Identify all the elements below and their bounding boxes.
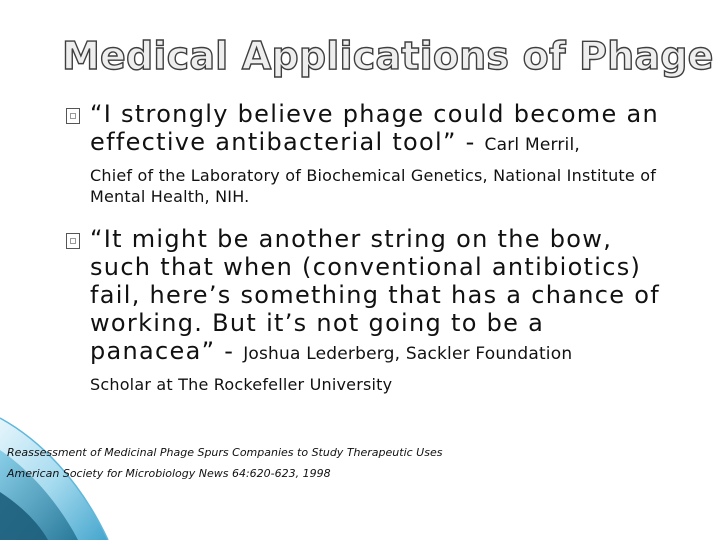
box-bullet-icon [66, 233, 80, 249]
attribution-affiliation: Scholar at The Rockefeller University [90, 375, 393, 394]
reference-title: Reassessment of Medicinal Phage Spurs Companies to Study Therapeutic Uses [7, 446, 443, 459]
bullet-quote [90, 225, 666, 368]
quote-text: “I strongly believe phage could become an effective antibacterial tool” - [90, 100, 659, 156]
attribution-name: Carl Merril, [484, 135, 581, 155]
slide-title: Medical Applications of Phage [62, 34, 714, 78]
attribution-affiliation: Chief of the Laboratory of Biochemical Genetics, National Institute of Mental Health, NIH. [90, 166, 657, 206]
attribution-name: Joshua Lederberg, Sackler Foundation [243, 344, 573, 364]
reference-source: American Society for Microbiology News 64:620-623, 1998 [7, 467, 331, 480]
box-bullet-icon [66, 108, 80, 124]
bullet-item-lederberg [66, 225, 666, 395]
bullet-item-merril [66, 100, 666, 207]
reference-citation [7, 442, 442, 484]
bullet-quote [90, 100, 666, 159]
quote-text: “It might be another string on the bow, such that when (conventional antibiotics) fail, here’s something that has a chance of working. But it’s not going to be a panacea” - [90, 225, 660, 365]
